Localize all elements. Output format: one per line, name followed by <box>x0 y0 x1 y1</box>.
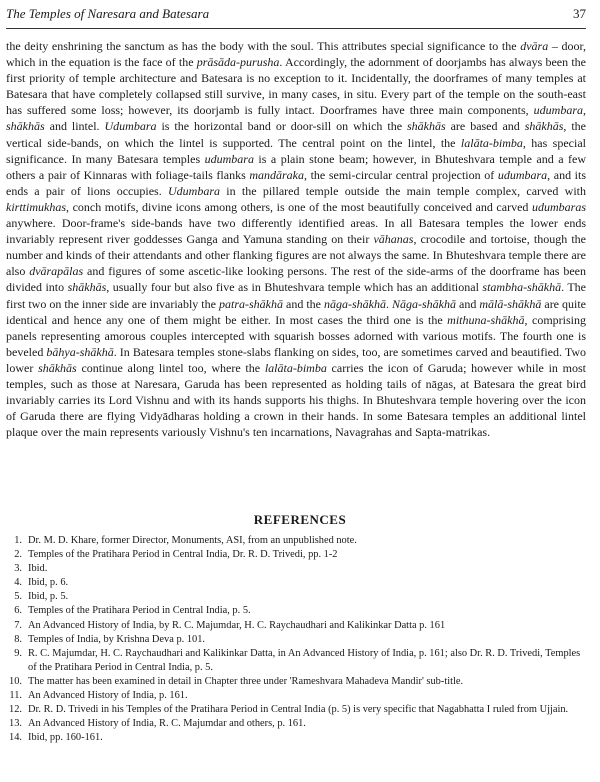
italic-term: lalāta-bimba <box>460 135 523 150</box>
text-run: and figures of some ascetic-like looking persons. The rest of the side-arms of the doorframe has been divided into <box>6 264 586 295</box>
page-number: 37 <box>573 6 586 21</box>
reference-text: An Advanced History of India, by R. C. Majumdar, H. C. Raychaudhari and Kalikinkar Datta p. 161 <box>28 619 446 631</box>
text-run: . In Batesara temples stone-slabs flanking on sides, too, are sometimes carved and beautified. Two lower <box>6 344 586 375</box>
text-run: , and its ends a pair of lions occupies. <box>6 167 587 198</box>
reference-text: R. C. Majumdar, H. C. Raychaudhari and Kalikinkar Datta, in An Advanced History of India, p. 161; also Dr. R. D. Trivedi, Temples of the Pratihara Period in Central India, p. 5. <box>28 647 581 673</box>
running-title: The Temples of Naresara and Batesara <box>6 6 210 21</box>
reference-item <box>6 562 586 576</box>
text-run: , conch motifs, divine icons among others, is one of the most beautifully conceived and carved <box>66 199 532 214</box>
italic-term: mandāraka <box>249 167 304 182</box>
italic-term: shākhās <box>406 119 446 134</box>
reference-number: 1. <box>14 535 22 546</box>
italic-term: nāga-shākhā <box>324 296 386 311</box>
reference-text: Temples of the Pratihara Period in Central India, p. 5. <box>28 605 251 617</box>
text-run: continue along lintel too, where the <box>76 360 265 375</box>
reference-number: 6. <box>14 605 22 617</box>
italic-term: dvārapālas <box>29 264 84 279</box>
reference-text: An Advanced History of India, p. 161. <box>28 690 188 702</box>
italic-term: bāhya-shākhā <box>46 344 114 359</box>
reference-item <box>6 576 586 590</box>
body-paragraph <box>6 38 586 440</box>
italic-term: udumbara <box>204 151 254 166</box>
reference-item <box>6 717 586 731</box>
reference-text: Ibid, pp. 160-161. <box>28 732 103 744</box>
reference-item <box>6 675 586 689</box>
italic-term: patra-shākhā <box>218 296 283 311</box>
text-run: and the <box>282 296 324 311</box>
text-run: is a plain stone beam; however, in Bhuteshvara temple and a few others a pair of Kinnaras with foliage-tails flanks <box>6 151 586 182</box>
italic-term: udumbara <box>497 167 548 182</box>
text-run: . Accordingly, the adornment of doorjambs has always been the first priority of temple architecture and Batesara is no exception to it. Incidentally, the doorframes of many temples at Batesara that have completely collapsed still survive, in many cases, in situ. Every part of the temple on the south-east has suffered some loss; however, its doorjamb is fully intact. Doorframes have three main components, <box>6 55 586 118</box>
text-run: , crocodile and tortoise, though the number and kinds of their attendants and other flanking figures are not always the same. In Bhuteshvara temple there are also <box>6 232 586 279</box>
reference-number: 8. <box>14 633 22 645</box>
reference-item <box>6 633 586 647</box>
reference-number: 14. <box>9 732 22 744</box>
reference-text: Dr. R. D. Trivedi in his Temples of the Pratihara Period in Central India (p. 5) is very specific that Nagabhatta I ruled from Ujjain. <box>28 704 569 716</box>
reference-item <box>6 548 586 562</box>
page-header <box>6 6 586 29</box>
reference-number: 13. <box>9 718 22 730</box>
text-run: , usually four but also five as in Bhuteshvara temple which has an additional <box>106 280 483 295</box>
reference-text: Temples of India, by Krishna Deva p. 101. <box>28 633 206 645</box>
text-run: in the pillared temple outside the main temple complex, carved with <box>220 183 586 198</box>
text-run: . The first two on the inner side are invariably the <box>6 280 586 311</box>
italic-term: udumbara <box>533 103 583 118</box>
reference-item <box>6 703 586 717</box>
italic-term: prāsāda-purusha <box>196 55 280 70</box>
reference-number: 4. <box>14 577 22 589</box>
text-run: – door, which in the equation is the face of the <box>6 39 586 70</box>
text-run: . <box>386 296 393 311</box>
text-run: and lintel. <box>44 119 105 134</box>
references-heading: REFERENCES <box>253 512 347 527</box>
text-run: anywhere. Door-frame's side-bands have two differently identified areas. In all Batesara temples the lower ends invariably represent river goddesses Ganga and Yamuna standing on their <box>6 216 586 247</box>
text-run: carries the icon of Garuda; however while in most temples, such as those at Naresara, Garuda has been represented as holding tails of nāgas, at Batesara the great bird invariably carries its Lord Vishnu and with its hands supports his thighs. In Bhuteshvara temple hovering over the icon of Garuda there are flying Vidyādharas holding a crown in their hands. In some Batesara temples an additional lintel plaque over the main represents variously Vishnu's ten incarnations, Navagrahas and Sapta-matrikas. <box>6 360 587 440</box>
reference-item <box>6 647 586 675</box>
reference-item <box>6 731 586 745</box>
reference-text: Dr. M. D. Khare, former Director, Monuments, ASI, from an unpublished note. <box>28 535 357 546</box>
italic-term: shākhās <box>6 119 45 134</box>
italic-term: vāhanas <box>373 232 414 247</box>
reference-number: 3. <box>14 563 22 575</box>
text-run: , the semi-circular central projection of <box>304 167 498 182</box>
reference-number: 9. <box>14 647 22 659</box>
reference-item <box>6 619 586 633</box>
reference-text: Temples of the Pratihara Period in Central India, Dr. R. D. Trivedi, pp. 1-2 <box>28 549 338 561</box>
italic-term: Udumbara <box>167 183 220 198</box>
reference-text: The matter has been examined in detail in Chapter three under 'Rameshvara Mahadeva Mandir' sub-title. <box>28 675 464 687</box>
reference-number: 5. <box>14 591 22 603</box>
references-list <box>6 534 586 745</box>
reference-item <box>6 689 586 703</box>
italic-term: shākhās <box>524 119 564 134</box>
italic-term: lalāta-bimba <box>264 360 327 375</box>
text-run: and <box>456 296 480 311</box>
italic-term: mālā-shākhā <box>479 296 542 311</box>
italic-term: mithuna-shākhā <box>447 312 525 327</box>
reference-text: An Advanced History of India, R. C. Majumdar and others, p. 161. <box>28 718 306 730</box>
text-run: , the vertical side-bands, on which the lintel is supported. The central point on the lintel, the <box>6 119 587 150</box>
reference-number: 2. <box>14 549 22 561</box>
reference-text: Ibid, p. 5. <box>28 591 69 603</box>
reference-item <box>6 604 586 618</box>
text-run: are based and <box>445 119 525 134</box>
italic-term: kirttimukhas <box>6 199 66 214</box>
italic-term: stambha-shākhā <box>482 280 562 295</box>
text-run: , comprising panels representing amorous couples intercepted with squarish bosses adorned with various motifs. The fourth one is beveled <box>6 312 586 359</box>
italic-term: dvāra <box>520 39 549 53</box>
text-run: the deity enshrining the sanctum as has the body with the soul. This attributes special significance to the <box>6 39 521 53</box>
reference-number: 12. <box>9 704 22 716</box>
reference-text: Ibid. <box>28 563 48 575</box>
italic-term: udumbaras <box>531 199 586 214</box>
text-run: , has special significance. In many Batesara temples <box>6 135 587 166</box>
reference-item <box>6 534 586 548</box>
italic-term: shākhās <box>67 280 107 295</box>
reference-text: Ibid, p. 6. <box>28 577 69 589</box>
reference-item <box>6 590 586 604</box>
reference-number: 7. <box>14 619 22 631</box>
reference-number: 11. <box>9 690 22 702</box>
text-run: , <box>583 103 586 118</box>
italic-term: Nāga-shākhā <box>392 296 457 311</box>
italic-term: Udumbara <box>104 119 157 134</box>
text-run: are quite identical and hence any one of them might be either. In most cases the third one is the <box>6 296 587 327</box>
italic-term: shākhās <box>38 360 77 375</box>
text-run: is the horizontal band or door-sill on which the <box>156 119 407 134</box>
reference-number: 10. <box>9 675 22 687</box>
